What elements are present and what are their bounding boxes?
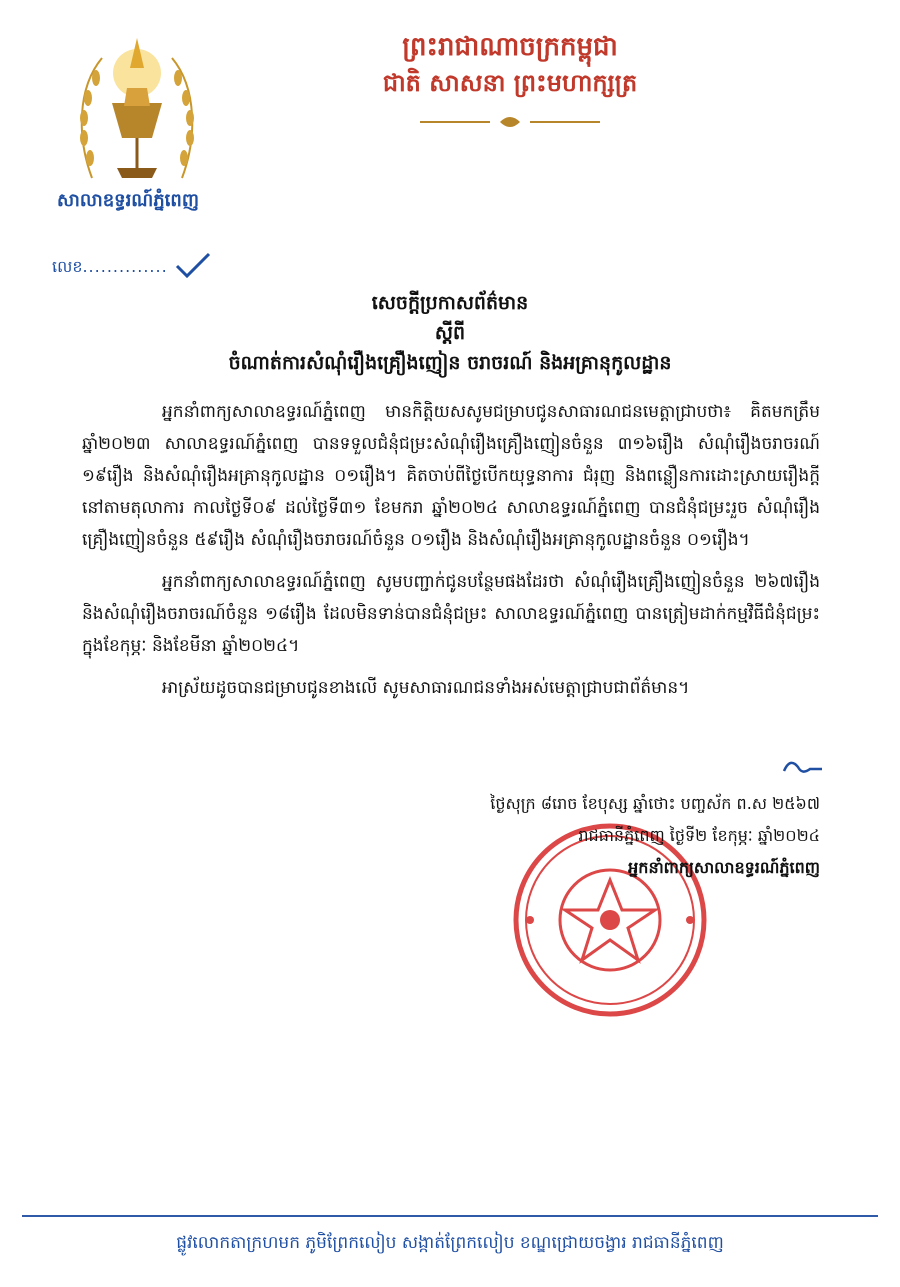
lunar-date: ថ្ងៃសុក្រ ៨រោច ខែបុស្ស ឆ្នាំថោះ បញ្ចស័ក ព.ស ២៥៦៧: [490, 794, 820, 813]
signature-block: [440, 788, 820, 884]
body-paragraph-1: អ្នកនាំពាក្យសាលាឧទ្ធរណ៍ភ្នំពេញ មានកិត្តិយសសូមជម្រាបជូនសាធារណជនមេត្តាជ្រាបថា៖ គិតមកត្រឹមឆ្នាំ២០២៣ សាលាឧទ្ធរណ៍ភ្នំពេញ បានទទួលជំនុំជម្រះសំណុំរឿងគ្រឿងញៀនចំនួន ៣១៦រឿង សំណុំរឿងចរាចរណ៍ ១៩រឿង និងសំណុំរឿងអគ្រានុកូលដ្ឋាន ០១រឿង។ គិតចាប់ពីថ្ងៃបើកយុទ្ធនាការ ជំរុញ និងពន្លឿនការដោះស្រាយរឿងក្ដីនៅតាមតុលាការ កាលថ្ងៃទី០៩ ដល់ថ្ងៃទី៣១ ខែមករា ឆ្នាំ២០២៤ សាលាឧទ្ធរណ៍ភ្នំពេញ បានជំនុំជម្រះរួច សំណុំរឿងគ្រឿងញៀនចំនួន ៥៩រឿង សំណុំរឿងចរាចរណ៍ចំនួន ០១រឿង និងសំណុំរឿងអគ្រានុកូលដ្ឋានចំនួន ០១រឿង។: [82, 402, 820, 550]
footer-divider: [22, 1215, 878, 1217]
body-paragraph-3: អាស្រ័យដូចបានជម្រាបជូនខាងលើ សូមសាធារណជនទាំងអស់មេត្តាជ្រាបជាព័ត៌មាន។: [162, 678, 690, 698]
kingdom-motto: ជាតិ សាសនា ព្រះមហាក្សត្រ: [382, 69, 638, 97]
kingdom-heading: [340, 30, 680, 100]
title-line-1: សេចក្ដីប្រកាសព័ត៌មាន: [371, 292, 529, 314]
solar-date: រាជធានីភ្នំពេញ ថ្ងៃទី២ ខែកុម្ភៈ ឆ្នាំ២០២៤: [578, 826, 820, 845]
footer-address: ផ្លូវលោកតាក្រហមក ភូមិព្រែកលៀប សង្កាត់ព្រែកលៀប ខណ្ឌជ្រោយចង្វារ រាជធានីភ្នំពេញ: [176, 1233, 724, 1253]
initial-signature-icon: [780, 755, 824, 779]
ornament-divider-icon: [420, 112, 600, 132]
announcement-body: [82, 396, 820, 714]
reference-number: [52, 252, 213, 280]
title-line-2: ស្ដីពី: [434, 322, 466, 344]
reference-dots: ..............: [82, 257, 168, 276]
signer-title: អ្នកនាំពាក្យសាលាឧទ្ធរណ៍ភ្នំពេញ: [628, 858, 820, 877]
checkmark-icon: [173, 252, 213, 278]
announcement-title: [0, 288, 900, 378]
court-name: សាលាឧទ្ធរណ៍ភ្នំពេញ: [57, 190, 199, 211]
title-line-3: ចំណាត់ការសំណុំរឿងគ្រឿងញៀន ចរាចរណ៍ និងអគ្រានុកូលដ្ឋាន: [228, 352, 672, 374]
court-emblem-icon: [72, 28, 202, 188]
reference-label: លេខ: [52, 257, 83, 276]
kingdom-title: ព្រះរាជាណាចក្រកម្ពុជា: [402, 32, 618, 62]
body-paragraph-2: អ្នកនាំពាក្យសាលាឧទ្ធរណ៍ភ្នំពេញ សូមបញ្ជាក់ជូនបន្ថែមផងដែរថា សំណុំរឿងគ្រឿងញៀនចំនួន ២៦៧រឿង និងសំណុំរឿងចរាចរណ៍ចំនួន ១៨រឿង ដែលមិនទាន់បានជំនុំជម្រះ សាលាឧទ្ធរណ៍ភ្នំពេញ បានត្រៀមដាក់កម្មវិធីជំនុំជម្រះក្នុងខែកុម្ភៈ និងខែមីនា ឆ្នាំ២០២៤។: [82, 572, 820, 656]
